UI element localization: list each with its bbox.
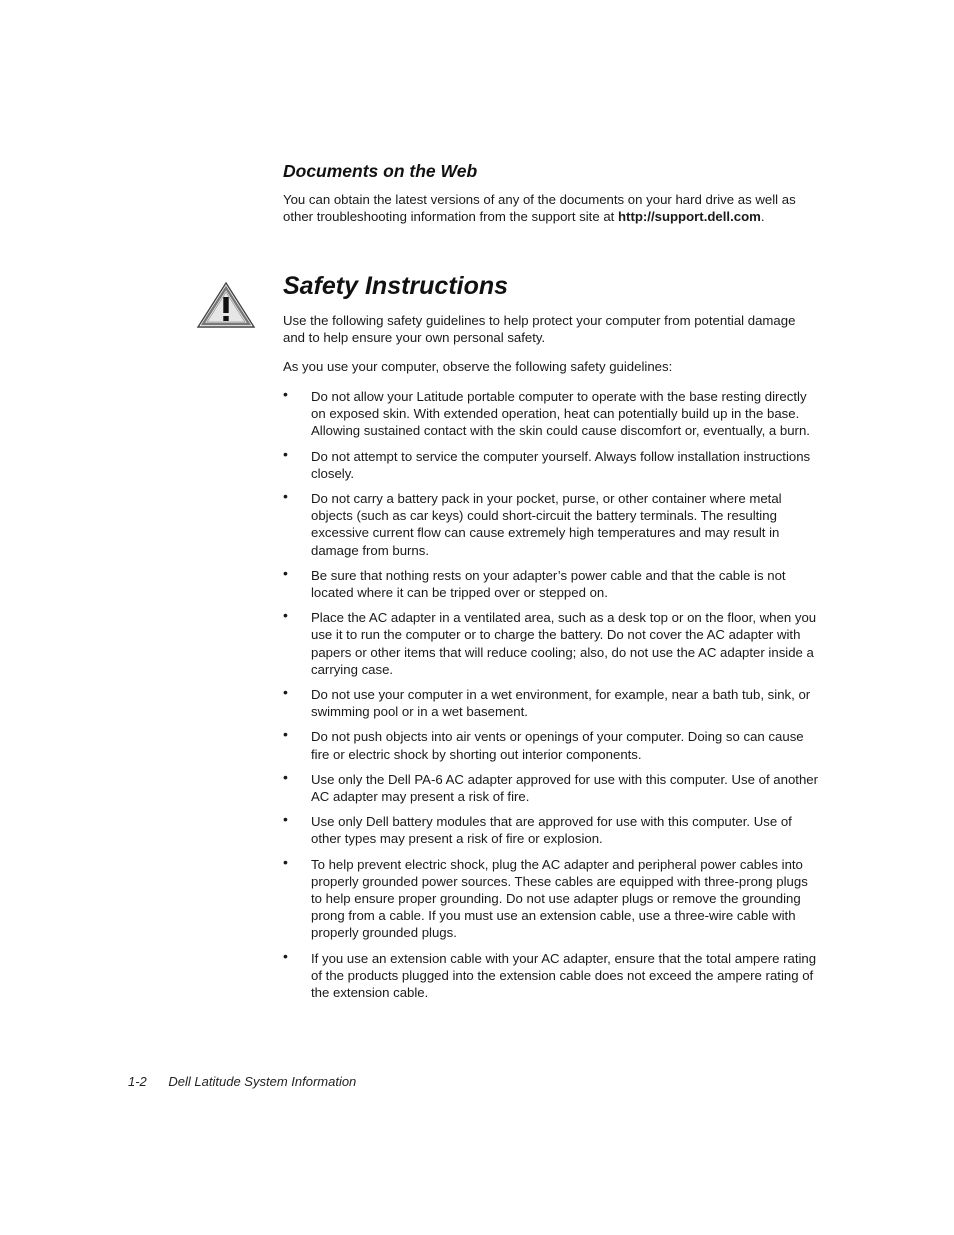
bullet-icon: • [283,445,288,462]
list-item [283,768,819,805]
guideline-text: Do not push objects into air vents or openings of your computer. Doing so can cause fire or electric shock by shorting out interior components. [311,729,804,762]
bullet-icon: • [283,607,288,624]
guideline-text: Be sure that nothing rests on your adapter’s power cable and that the cable is not located where it can be tripped over or stepped on. [311,567,786,601]
web-paragraph-text: You can obtain the latest versions of any of the documents on your hard drive as well as other troubleshooting information from the support site at [283,192,796,224]
list-item [283,947,818,1002]
documents-on-web-heading: Documents on the Web [283,161,478,181]
list-item [283,686,818,720]
list-item [283,728,818,762]
list-item [283,853,818,942]
guideline-text: Do not use your computer in a wet environment, for example, near a bath tub, sink, or swimming pool or in a wet basement. [311,687,811,720]
safety-intro: Use the following safety guidelines to help protect your computer from potential damage and to help ensure your own personal safety. [283,313,796,345]
list-item [283,490,818,559]
bullet-icon: • [283,726,288,743]
bullet-icon: • [283,947,288,964]
bullet-icon: • [283,488,288,505]
caution-triangle-icon [196,281,256,329]
guideline-text: Do not carry a battery pack in your pocket, purse, or other container where metal objects (such as car keys) could short-circuit the battery terminals. The resulting excessive current flow can cause extremely high temperatures and may result in damage from burns. [311,491,782,558]
guideline-text: Do not attempt to service the computer yourself. Always follow installation instructions closely. [311,448,811,481]
guideline-text: Do not allow your Latitude portable computer to operate with the base resting directly on exposed skin. With extended operation, heat can potentially build up in the base. Allowing sustained contact with the skin could cause discomfort or, eventually, a burn. [311,389,810,439]
bullet-icon: • [283,811,288,828]
guideline-text: Place the AC adapter in a ventilated area, such as a desk top or on the floor, when you use it to run the computer or to charge the battery. Do not cover the AC adapter with papers or other items that will reduce cooling; also, do not use the AC adapter inside a carrying case. [311,610,817,677]
page-footer [128,1074,356,1089]
bullet-icon: • [283,684,288,701]
documents-on-web-paragraph [283,191,818,225]
list-item [283,564,818,601]
page-number: 1-2 [128,1074,147,1089]
safety-lead-in: As you use your computer, observe the following safety guidelines: [283,359,673,374]
guideline-text: Use only Dell battery modules that are approved for use with this computer. Use of other types may present a risk of fire or explosion. [311,814,792,847]
guideline-text: To help prevent electric shock, plug the AC adapter and peripheral power cables into properly grounded power sources. These cables are equipped with three-prong plugs to help ensure proper grounding. Do not use adapter plugs or remove the grounding prong from a cable. If you must use an extension cable, use a three-wire cable with properly grounded plugs. [311,856,808,941]
bullet-icon: • [283,853,288,870]
list-item [283,609,818,678]
guideline-text: Use only the Dell PA-6 AC adapter approved for use with this computer. Use of another AC adapter may present a risk of fire. [311,771,819,805]
bullet-icon: • [283,564,288,581]
web-paragraph-end: . [760,209,765,224]
bullet-icon: • [283,386,288,402]
guideline-text: If you use an extension cable with your AC adapter, ensure that the total ampere rating of the products plugged into the extension cable does not exceed the ampere rating of the extension cable. [311,950,817,1001]
safety-guidelines-list [283,388,818,1009]
safety-instructions-title: Safety Instructions [283,272,509,300]
list-item [283,813,818,847]
support-site-link[interactable]: http://​support.dell.com [618,209,761,224]
list-item [283,445,818,482]
list-item [283,388,818,440]
footer-doc-title: Dell Latitude System Information [168,1074,357,1089]
bullet-icon: • [283,768,288,785]
